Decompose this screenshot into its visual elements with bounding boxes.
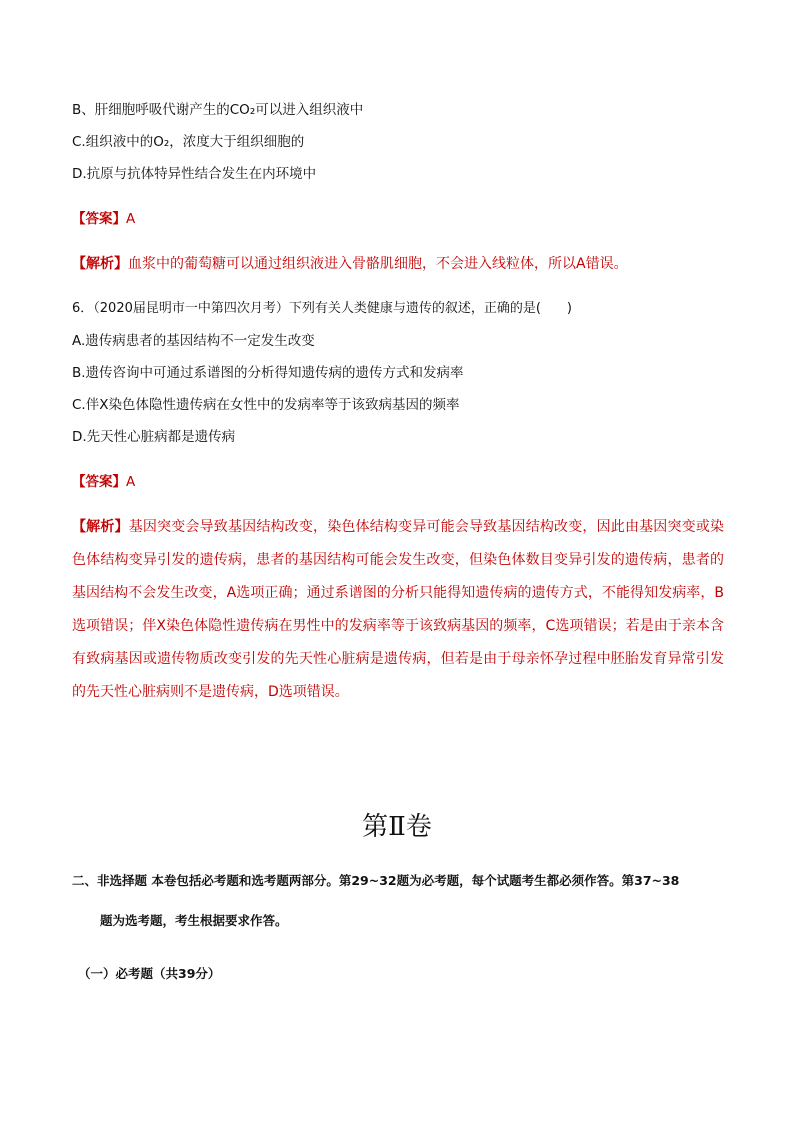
analysis-text: 血浆中的葡萄糖可以通过组织液进入骨骼肌细胞，不会进入线粒体，所以A错误。	[128, 256, 628, 272]
section-2-line-2: 题为选考题，考生根据要求作答。	[100, 913, 288, 928]
answer-tag: 【答案】	[72, 474, 126, 490]
subsection-heading: （一）必考题（共39分）	[78, 966, 221, 981]
analysis-tag: 【解析】	[72, 519, 129, 535]
analysis-text: 基因突变会导致基因结构改变，染色体结构变异可能会导致基因结构改变，因此由基因突变或染色体结构变异引发的遗传病，患者的基因结构可能会发生改变，但染色体数目变异引发的遗传病，患者的基因结构不会发生改变，A选项正确；通过系谱图的分析只能得知遗传病的遗传方式，不能得知发病率，B选项错误；伴X染色体隐性遗传病在男性中的发病率等于该致病基因的频率，C选项错误；若是由于亲本含有致病基因或遗传物质改变引发的先天性心脏病是遗传病，但若是由于母亲怀孕过程中胚胎发育异常引发的先天性心脏病则不是遗传病，D选项错误。	[72, 519, 725, 700]
option-c: C.组织液中的O₂，浓度大于组织细胞的	[72, 134, 305, 150]
option-d: D.抗原与抗体特异性结合发生在内环境中	[72, 166, 317, 182]
option-b: B、肝细胞呼吸代谢产生的CO₂可以进入组织液中	[72, 102, 364, 118]
analysis-paragraph-2	[72, 511, 724, 709]
question-6-option-c: C.伴X染色体隐性遗传病在女性中的发病率等于该致病基因的频率	[72, 397, 460, 413]
analysis-tag: 【解析】	[72, 256, 128, 272]
question-6-option-a: A.遗传病患者的基因结构不一定发生改变	[72, 333, 315, 349]
answer-value: A	[126, 211, 136, 227]
answer-line-1	[72, 210, 135, 228]
question-6-option-b: B.遗传咨询中可通过系谱图的分析得知遗传病的遗传方式和发病率	[72, 365, 464, 381]
question-6-option-d: D.先天性心脏病都是遗传病	[72, 429, 236, 445]
question-6-stem: 6．（2020届昆明市一中第四次月考）下列有关人类健康与遗传的叙述，正确的是( )	[72, 301, 572, 316]
section-2-line-1: 二、非选择题 本卷包括必考题和选考题两部分。第29~32题为必考题，每个试题考生都必须作答。第37~38	[72, 873, 680, 888]
answer-line-2	[72, 473, 135, 491]
volume-title: 第Ⅱ卷	[362, 812, 432, 842]
answer-tag: 【答案】	[72, 211, 126, 227]
analysis-line-1	[72, 255, 628, 273]
answer-value: A	[126, 474, 136, 490]
